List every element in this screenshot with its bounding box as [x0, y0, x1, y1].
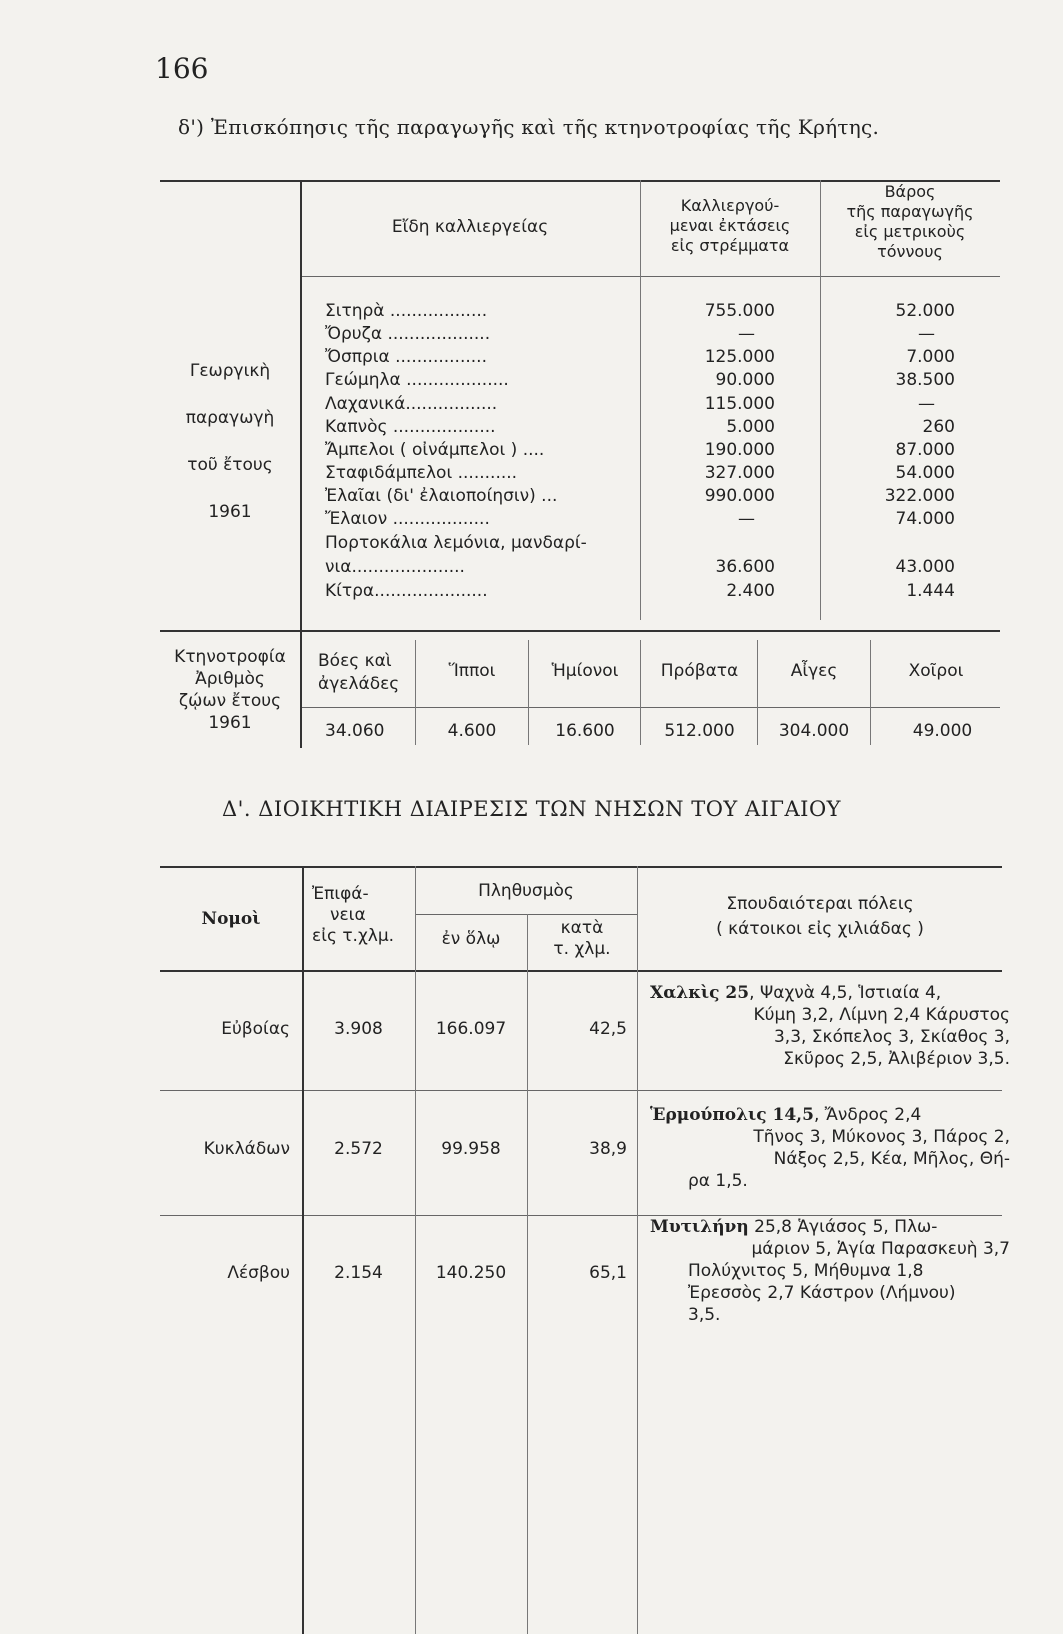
crop-area: 327.000 — [704, 463, 775, 483]
prefecture-cities: Χαλκὶς 25, Ψαχνὰ 4,5, Ἱστιαία 4, Κύμη 3,2, Λίμνη 2,4 Κάρυστος 3,3, Σκόπελος 3, Σκίαθος 3, Σκῦρος 2,5, Ἀλιβέριον 3,5. — [650, 983, 1010, 1069]
crop-area: 125.000 — [704, 347, 775, 367]
crop-weight: — — [918, 324, 935, 344]
prefecture-cities: Ἑρμούπολις 14,5, Ἄνδρος 2,4 Τῆνος 3, Μύκονος 3, Πάρος 2, Νάξος 2,5, Κέα, Μῆλος, Θή- ρα 1,5. — [650, 1105, 1010, 1191]
prefecture-density: 42,5 — [589, 1019, 627, 1039]
crop-weight: 1.444 — [906, 581, 955, 601]
prefecture-area: 3.908 — [334, 1019, 383, 1039]
prefecture-density: 65,1 — [589, 1263, 627, 1283]
crop-area: 990.000 — [704, 486, 775, 506]
crop-area: 115.000 — [704, 394, 775, 414]
crop-weight: — — [918, 394, 935, 414]
livestock-header-cattle: Βόες καὶ ἀγελάδες — [318, 651, 400, 694]
crop-weight: 38.500 — [895, 370, 955, 390]
prefecture-name: Λέσβου — [227, 1263, 290, 1283]
header-population: Πληθυσμὸς — [478, 881, 574, 901]
crop-name: Καπνὸς ................... — [325, 417, 496, 437]
crop-area: 190.000 — [704, 440, 775, 460]
crop-weight: 52.000 — [895, 301, 955, 321]
aegean-section-title: Δ'. ΔΙΟΙΚΗΤΙΚΗ ΔΙΑΙΡΕΣΙΣ ΤΩΝ ΝΗΣΩΝ ΤΟΥ ΑΙΓΑΙΟΥ — [221, 797, 842, 821]
crop-name: Σταφιδάμπελοι ........... — [325, 463, 518, 483]
crop-area: 36.600 — [715, 557, 775, 577]
livestock-value-mules: 16.600 — [555, 721, 615, 741]
crop-name: Σιτηρὰ .................. — [325, 301, 488, 321]
prefecture-area: 2.154 — [334, 1263, 383, 1283]
crop-name: νια..................... — [325, 557, 465, 577]
crop-area: 2.400 — [726, 581, 775, 601]
crop-weight: 260 — [922, 417, 955, 437]
header-weight: Βάρος τῆς παραγωγῆς εἰς μετρικοὺς τόννους — [846, 182, 974, 261]
crop-name: Ὄρυζα ................... — [325, 324, 491, 344]
crop-weight: 322.000 — [884, 486, 955, 506]
crop-name: Λαχανικά................. — [325, 394, 498, 414]
crop-area: 90.000 — [715, 370, 775, 390]
header-density: κατὰ τ. χλμ. — [553, 918, 611, 959]
crop-name: Ὄσπρια ................. — [325, 347, 487, 367]
prefecture-cities: Μυτιλήνη 25,8 Ἁγιάσος 5, Πλω- μάριον 5, Ἁγία Παρασκευὴ 3,7 Πολύχνιτος 5, Μήθυμνα 1,8 Ἐρεσσὸς 2,7 Κάστρον (Λήμνου) 3,5. — [650, 1217, 1010, 1325]
livestock-value-cattle: 34.060 — [325, 721, 385, 741]
crop-area: 755.000 — [704, 301, 775, 321]
livestock-header-pigs: Χοῖροι — [908, 661, 964, 681]
prefecture-population: 166.097 — [435, 1019, 507, 1039]
livestock-header-sheep: Πρόβατα — [660, 661, 739, 681]
prefecture-density: 38,9 — [589, 1139, 627, 1159]
crop-weight: 87.000 — [895, 440, 955, 460]
crop-name: Ἄμπελοι ( οἰνάμπελοι ) .... — [325, 440, 545, 460]
livestock-header-goats: Αἶγες — [790, 661, 838, 681]
header-prefecture: Νομοὶ — [201, 909, 261, 929]
prefecture-area: 2.572 — [334, 1139, 383, 1159]
header-population-total: ἐν ὅλῳ — [441, 929, 501, 949]
agricultural-production-label: Γεωργικὴ παραγωγὴ τοῦ ἔτους 1961 — [185, 361, 275, 522]
crop-name: Πορτοκάλια λεμόνια, μανδαρί- — [325, 533, 587, 553]
crop-name: Κίτρα..................... — [325, 581, 488, 601]
page-number: 166 — [155, 52, 209, 85]
livestock-header-mules: Ἡμίονοι — [551, 661, 619, 681]
crop-weight: 54.000 — [895, 463, 955, 483]
prefecture-population: 140.250 — [435, 1263, 507, 1283]
crop-name: Γεώμηλα ................... — [325, 370, 509, 390]
header-area: Καλλιεργού- μεναι ἐκτάσεις εἰς στρέμματα — [669, 196, 791, 255]
livestock-label: Κτηνοτροφία Ἀριθμὸς ζῴων ἔτους 1961 — [174, 647, 286, 733]
prefecture-name: Εὐβοίας — [221, 1019, 290, 1039]
crop-area: 5.000 — [726, 417, 775, 437]
crop-weight: 7.000 — [906, 347, 955, 367]
livestock-value-pigs: 49.000 — [912, 721, 973, 741]
header-surface: Ἐπιφά- νεια εἰς τ.χλμ. — [312, 884, 395, 946]
prefecture-name: Κυκλάδων — [203, 1139, 290, 1159]
crop-name: Ἐλαῖαι (δι' ἐλαιοποίησιν) ... — [325, 486, 558, 506]
crop-area: — — [738, 509, 755, 529]
livestock-value-sheep: 512.000 — [664, 721, 735, 741]
section-title: δ') Ἐπισκόπησις τῆς παραγωγῆς καὶ τῆς κτηνοτροφίας τῆς Κρήτης. — [178, 115, 880, 139]
crop-area: — — [738, 324, 755, 344]
crop-weight: 43.000 — [895, 557, 955, 577]
header-cities: Σπουδαιότεραι πόλεις ( κάτοικοι εἰς χιλιάδας ) — [716, 894, 924, 939]
livestock-value-horses: 4.600 — [447, 721, 497, 741]
livestock-value-goats: 304.000 — [778, 721, 850, 741]
header-crop-type: Εἴδη καλλιεργείας — [391, 217, 549, 237]
crop-name: Ἔλαιον .................. — [325, 509, 490, 529]
prefecture-population: 99.958 — [441, 1139, 501, 1159]
crop-weight: 74.000 — [895, 509, 955, 529]
livestock-header-horses: Ἵπποι — [448, 661, 496, 681]
